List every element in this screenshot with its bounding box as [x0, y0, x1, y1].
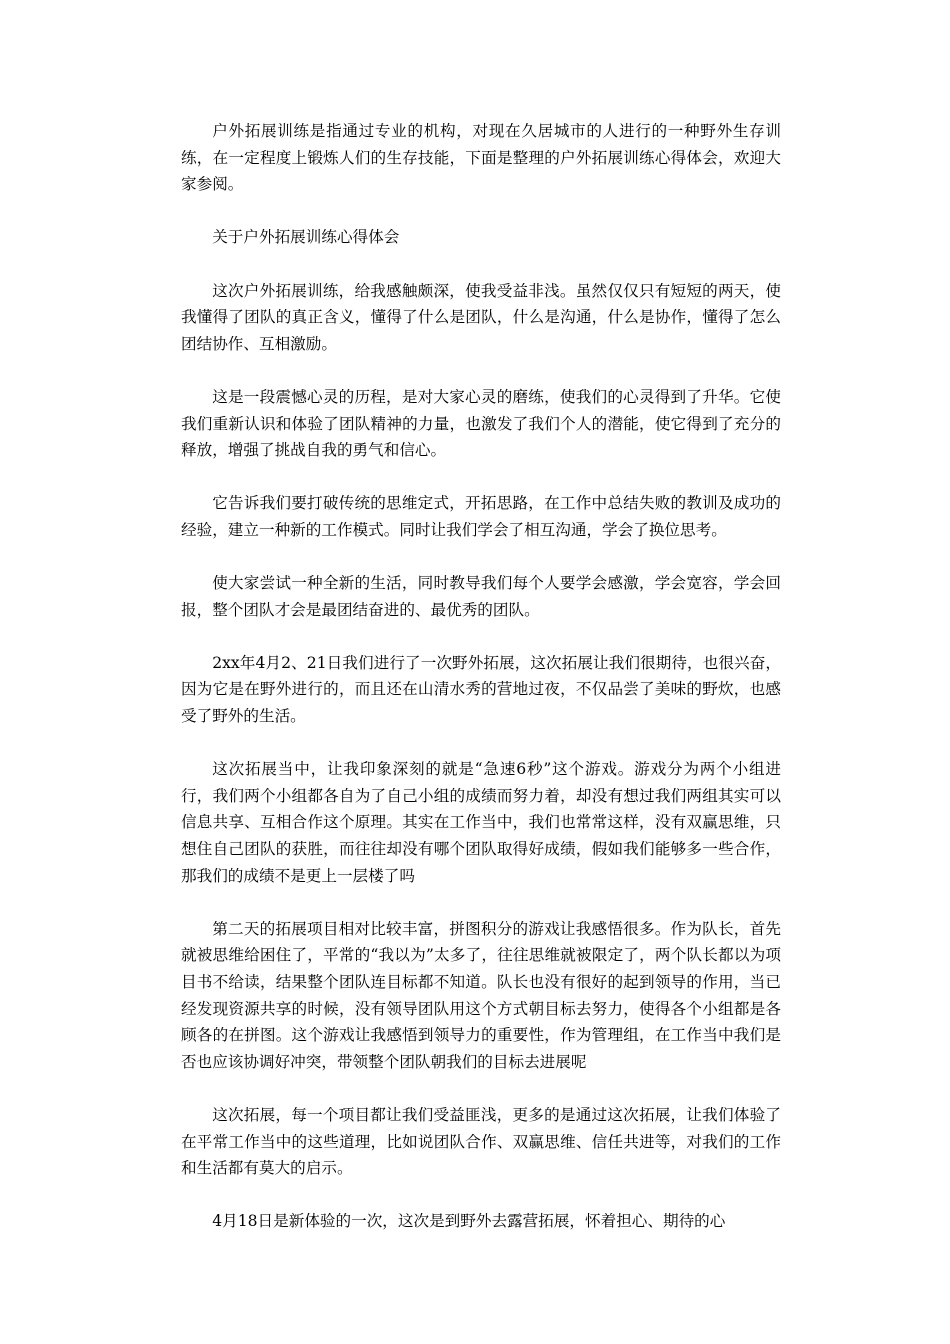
body-paragraph: 这次户外拓展训练，给我感触颇深，使我受益非浅。虽然仅仅只有短短的两天，使我懂得了团队的真正含义，懂得了什么是团队，什么是沟通，什么是协作，懂得了怎么团结协作、互相激励。 — [181, 281, 781, 353]
intro-paragraph: 户外拓展训练是指通过专业的机构，对现在久居城市的人进行的一种野外生存训练，在一定程度上锻炼人们的生存技能，下面是整理的户外拓展训练心得体会，欢迎大家参阅。 — [181, 122, 781, 194]
document-body — [181, 118, 781, 1262]
body-paragraph: 2xx年4月2、21日我们进行了一次野外拓展，这次拓展让我们很期待，也很兴奋，因为它是在野外进行的，而且还在山清水秀的营地过夜，不仅品尝了美味的野炊，也感受了野外的生活。 — [181, 653, 781, 726]
body-paragraph: 它告诉我们要打破传统的思维定式，开拓思路，在工作中总结失败的教训及成功的经验，建立一种新的工作模式。同时让我们学会了相互沟通，学会了换位思考。 — [181, 494, 781, 539]
body-paragraph: 第二天的拓展项目相对比较丰富，拼图积分的游戏让我感悟很多。作为队长，首先就被思维给困住了，平常的“我以为”太多了，往往思维就被限定了，两个队长都以为项目书不给读，结果整个团队连目标都不知道。队长也没有很好的起到领导的作用，当已经发现资源共享的时候，没有领导团队用这个方式朝目标去努力，使得各个小组都是各顾各的在拼图。这个游戏让我感悟到领导力的重要性，作为管理组，在工作当中我们是否也应该协调好冲突，带领整个团队朝我们的目标去进展呢 — [181, 919, 781, 1071]
body-paragraph: 使大家尝试一种全新的生活，同时教导我们每个人要学会感激，学会宽容，学会回报，整个团队才会是最团结奋进的、最优秀的团队。 — [181, 574, 781, 619]
body-paragraph: 这是一段震憾心灵的历程，是对大家心灵的磨练，使我们的心灵得到了升华。它使我们重新认识和体验了团队精神的力量，也激发了我们个人的潜能，使它得到了充分的释放，增强了挑战自我的勇气和信心。 — [181, 387, 781, 460]
section-heading: 关于户外拓展训练心得体会 — [212, 228, 400, 247]
body-paragraph: 这次拓展当中，让我印象深刻的就是“急速6秒”这个游戏。游戏分为两个小组进行，我们两个小组都各自为了自己小组的成绩而努力着，却没有想过我们两组其实可以信息共享、互相合作这个原理。其实在工作当中，我们也常常这样，没有双赢思维，只想住自己团队的获胜，而往往却没有哪个团队取得好成绩，假如我们能够多一些合作，那我们的成绩不是更上一层楼了吗 — [181, 760, 781, 885]
body-paragraph: 这次拓展，每一个项目都让我们受益匪浅，更多的是通过这次拓展，让我们体验了在平常工作当中的这些道理，比如说团队合作、双赢思维、信任共进等，对我们的工作和生活都有莫大的启示。 — [181, 1105, 781, 1178]
body-paragraph: 4月18日是新体验的一次，这次是到野外去露营拓展，怀着担心、期待的心 — [212, 1212, 726, 1231]
